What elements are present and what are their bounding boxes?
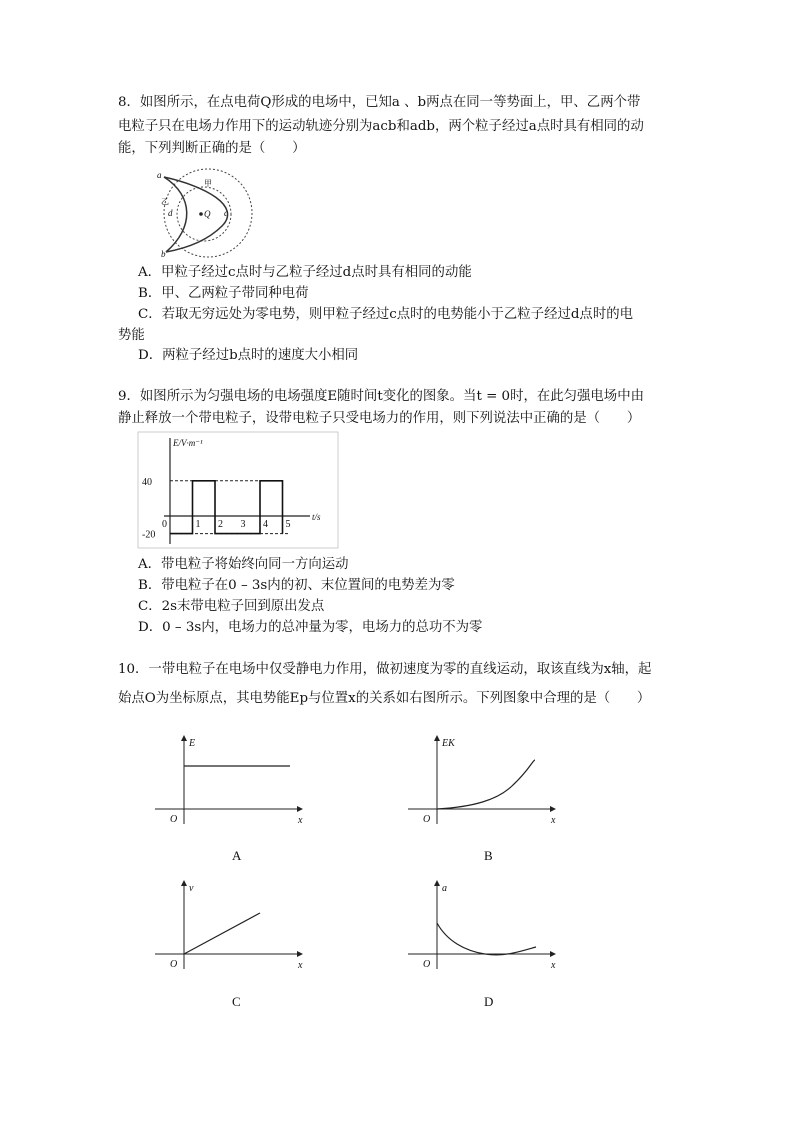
- q9-chart-frame: [138, 432, 338, 548]
- q10-a-ylabel: E: [189, 738, 196, 749]
- q8-stem-line2: 电粒子只在电场力作用下的运动轨迹分别为acb和adb，两个粒子经过a点时具有相同的动: [118, 119, 644, 134]
- q9-ytick-label: -20: [142, 529, 156, 541]
- q10-stem-line1: 10．一带电粒子在电场中仅受静电力作用，做初速度为零的直线运动，取该直线为x轴，起: [118, 662, 652, 677]
- q10-stem-line2: 始点O为坐标原点，其电势能Ep与位置x的关系如右图所示。下列图象中合理的是（ ）: [118, 691, 651, 706]
- q8-stem-line3: 能，下列判断正确的是（ ）: [118, 141, 306, 156]
- q10-c-xlabel: x: [298, 960, 303, 971]
- q8-option-b: B．甲、乙两粒子带同种电荷: [138, 286, 309, 301]
- q8-label-yi: 乙: [161, 197, 169, 206]
- q8-option-c-line2: 势能: [118, 328, 145, 343]
- q8-label-jia: 甲: [204, 179, 212, 188]
- q8-option-a: A．甲粒子经过c点时与乙粒子经过d点时具有相同的动能: [138, 265, 472, 280]
- q8-label-b: b: [161, 249, 166, 259]
- q10-c-origin: O: [170, 959, 178, 970]
- q9-xtick-label: 2: [218, 519, 223, 530]
- q10-graph-b: [403, 730, 568, 830]
- q9-xtick-label: 0: [162, 519, 167, 530]
- q10-caption-d: D: [484, 994, 494, 1009]
- q10-graph-c: [150, 875, 315, 975]
- q10-a-xlabel: x: [298, 815, 303, 826]
- q8-label-d: d: [168, 208, 173, 218]
- q9-xlabel: t/s: [312, 512, 321, 522]
- q8-label-c: c: [224, 208, 228, 218]
- q10-c-ylabel: v: [189, 883, 194, 894]
- q8-label-q: Q: [204, 209, 211, 219]
- q9-xtick-label: 5: [285, 519, 291, 530]
- q10-b-origin: O: [423, 814, 431, 825]
- q10-caption-c: C: [232, 994, 241, 1009]
- q10-d-xlabel: x: [551, 960, 556, 971]
- q9-ylabel: E/V·m⁻¹: [173, 438, 203, 448]
- q9-xtick-label: 3: [240, 519, 246, 530]
- q10-b-ylabel: EK: [442, 738, 455, 749]
- q9-xtick-label: 4: [263, 519, 268, 530]
- q8-option-c-line1: C．若取无穷远处为零电势，则甲粒子经过c点时的电势能小于乙粒子经过d点时的电: [138, 307, 633, 322]
- q9-option-b: B．带电粒子在0 – 3s内的初、末位置间的电势差为零: [138, 578, 455, 593]
- q10-caption-b: B: [484, 848, 493, 863]
- q9-field-chart: [138, 432, 338, 548]
- q8-label-a: a: [157, 170, 162, 180]
- q9-xtick-label: 1: [195, 519, 201, 530]
- q10-a-origin: O: [170, 814, 178, 825]
- q8-field-diagram: [150, 168, 260, 260]
- q9-stem-line2: 静止释放一个带电粒子，设带电粒子只受电场力的作用，则下列说法中正确的是（ ）: [118, 411, 641, 426]
- q8-option-d: D．两粒子经过b点时的速度大小相同: [138, 348, 359, 363]
- q10-d-ylabel: a: [442, 883, 447, 894]
- q10-d-origin: O: [423, 959, 431, 970]
- q10-caption-a: A: [232, 848, 242, 863]
- q9-option-d: D．0 – 3s内，电场力的总冲量为零，电场力的总功不为零: [138, 620, 483, 635]
- q8-stem-line1: 8．如图所示，在点电荷Q形成的电场中，已知a 、b两点在同一等势面上，甲、乙两个带: [118, 95, 641, 110]
- q9-option-c: C．2s末带电粒子回到原出发点: [138, 599, 325, 614]
- q9-stem-line1: 9．如图所示为匀强电场的电场强度E随时间t变化的图象。当t = 0时，在此匀强电场中由: [118, 389, 644, 404]
- q10-graph-d: [403, 875, 568, 975]
- q9-ytick-label: 40: [142, 476, 152, 488]
- q10-graph-a: [150, 730, 315, 830]
- q10-b-xlabel: x: [551, 815, 556, 826]
- q9-option-a: A．带电粒子将始终向同一方向运动: [138, 557, 349, 572]
